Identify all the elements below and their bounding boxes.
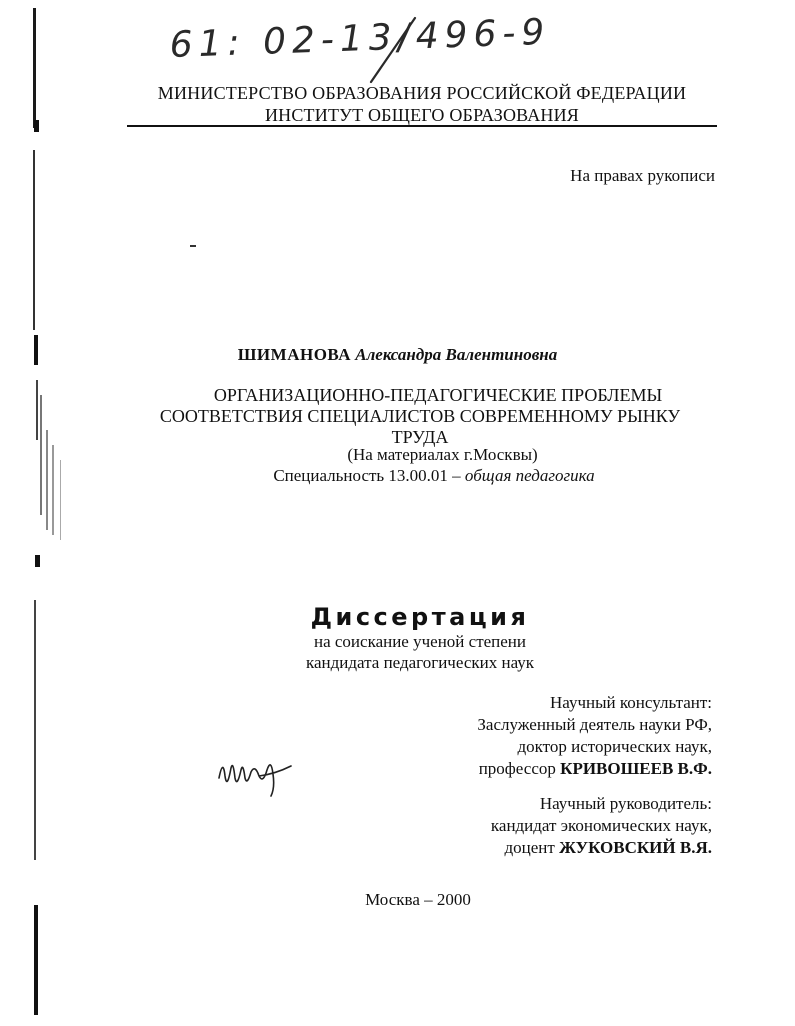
- specialty-name: общая педагогика: [464, 466, 595, 485]
- city-and-year: Москва – 2000: [365, 890, 471, 909]
- scientific-supervisor: [420, 793, 712, 859]
- consultant-title-line: [420, 758, 712, 780]
- consultant-name: КРИВОШЕЕВ В.Ф.: [560, 759, 712, 778]
- supervisor-title-line: [420, 837, 712, 859]
- author-surname: ШИМАНОВА: [237, 345, 351, 364]
- specialty: [0, 466, 795, 486]
- consultant-title-prefix: профессор: [478, 759, 556, 778]
- scan-speck: [190, 244, 200, 248]
- title-source-note: (На материалах г.Москвы): [347, 445, 538, 464]
- dissertation-heading: Диссертация: [310, 603, 530, 631]
- degree-line-2: кандидата педагогических наук: [305, 653, 535, 672]
- supervisor-degree: кандидат экономических наук,: [490, 816, 712, 835]
- archive-number-handwritten: 61: 02-13/496-9: [169, 11, 551, 66]
- consultant-degree: доктор исторических наук,: [517, 737, 712, 756]
- title-line-2: СООТВЕТСТВИЯ СПЕЦИАЛИСТОВ СОВРЕМЕННОМУ РЫНКУ: [159, 406, 681, 426]
- degree-statement: [0, 631, 795, 673]
- supervisor-role: Научный руководитель:: [539, 794, 712, 813]
- author-given-names: Александра Валентиновна: [355, 345, 558, 364]
- supervisor-title-prefix: доцент: [504, 838, 555, 857]
- title-line-1: ОРГАНИЗАЦИОННО-ПЕДАГОГИЧЕСКИЕ ПРОБЛЕМЫ: [213, 385, 663, 405]
- specialty-label: Специальность 13.00.01 –: [273, 466, 461, 485]
- institution-header: [127, 82, 717, 126]
- header-divider: [127, 125, 717, 127]
- degree-line-1: на соискание ученой степени: [313, 632, 527, 651]
- ministry-name: МИНИСТЕРСТВО ОБРАЗОВАНИЯ РОССИЙСКОЙ ФЕДЕРАЦИИ: [157, 83, 687, 103]
- author-name: [0, 345, 795, 365]
- title-line-3: ТРУДА: [391, 427, 449, 447]
- scan-edge-artifacts: [0, 0, 80, 1026]
- consultant-role: Научный консультант:: [550, 693, 712, 712]
- scientific-consultant: [420, 692, 712, 780]
- handwritten-slash-mark: [363, 14, 423, 86]
- author-signature: [215, 748, 295, 798]
- institute-name: ИНСТИТУТ ОБЩЕГО ОБРАЗОВАНИЯ: [264, 105, 580, 125]
- dissertation-title: [150, 385, 690, 448]
- supervisor-name: ЖУКОВСКИЙ В.Я.: [559, 838, 712, 857]
- rights-note: На правах рукописи: [570, 166, 715, 185]
- consultant-honor: Заслуженный деятель науки РФ,: [477, 715, 712, 734]
